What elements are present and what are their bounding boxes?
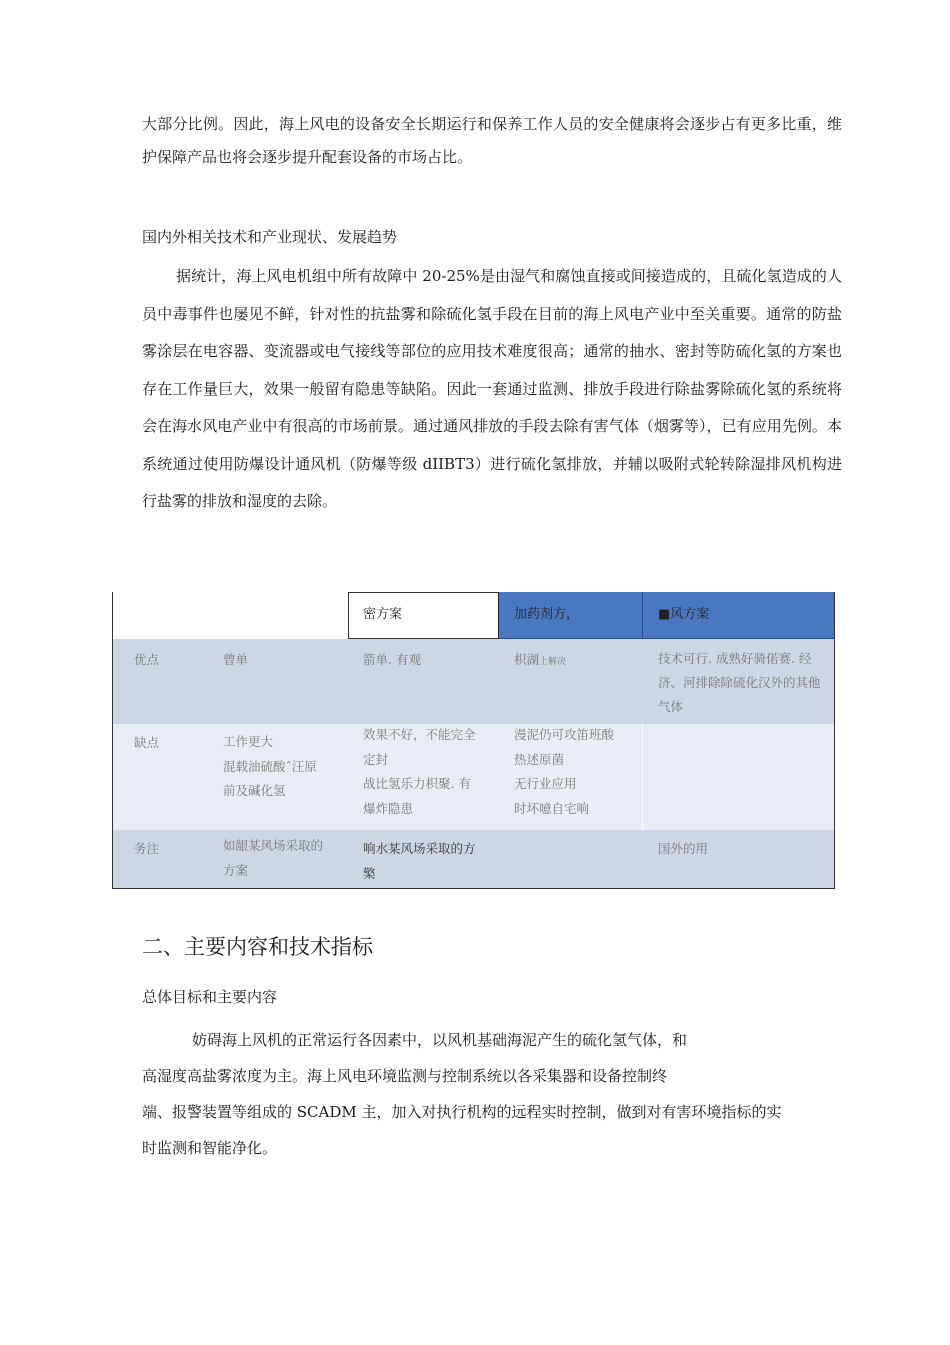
text-line: 时监测和智能净化。: [142, 1139, 278, 1157]
header-cell-ventilation: ■风方案: [658, 607, 710, 622]
text-line: 高湿度高盐雾浓度为主。海上风电环境监测与控制系统以各采集器和设备控制终: [142, 1067, 668, 1085]
paragraph-statistics: 据统计，海上风电机组中所有故障中 20-25%是由湿气和腐蚀直接或间接造成的，且硫化氢造成的人员中毒事件也屡见不鲜，针对性的抗盐雾和除硫化氢手段在目前的海上风电产业中至关重要。通常的防盐雾涂层在电容器、变流器或电气接线等部位的应用技术难度很高；通常的抽水、密封等防硫化氢的方案也存在工作量巨大，效果一般留有隐患等缺陷。因此一套通过监测、排放手段进行除盐雾除硫化氢的系统将会在海水风电产业中有很高的市场前景。通过通风排放的手段去除有害气体（烟雾等），已有应用先例。本系统通过使用防爆设计通风机（防爆等级 dIIBT3）进行硫化氢排放，并辅以吸附式轮转除湿排风机构进行盐雾的排放和湿度的去除。: [142, 267, 842, 510]
cell-sealing-remark: 响水某风场采取的方 檠: [363, 841, 476, 881]
comparison-table: [112, 592, 835, 889]
row-label-advantages: 优点: [134, 652, 160, 667]
paragraph-intro: 大部分比例。因此，海上风电的设备安全长期运行和保养工作人员的安全健康将会逐步占有更多比重，维护保障产品也将会逐步提升配套设备的市场占比。: [142, 115, 842, 166]
cell-chemical-disadvantage: 漫泥仍可攻笛班酸 热述原菌 无行业应用 时坏噫自宅响: [514, 727, 615, 816]
text-line: 妨碍海上风机的正常运行各因素中，以风机基础海泥产生的硫化氢气体，和: [192, 1031, 688, 1049]
cell-divider: [642, 724, 643, 830]
table-border-left: [112, 592, 113, 889]
header-cell-sealing: 密方案: [363, 607, 403, 622]
cell-sealing-advantage: 箭单. 有观: [363, 652, 421, 667]
row-label-remarks: 务注: [134, 841, 160, 856]
cell-sealing-disadvantage: 效果不好，不能完全 定封 战比氢乐力枳聚. 有 爆炸隐患: [363, 727, 476, 816]
cell-ventilation-remark: 国外的用: [658, 841, 709, 856]
cell-simple-remark: 如龈某风场采取的 方案: [223, 838, 324, 878]
paragraph-goals: [142, 1022, 842, 1166]
table-border-bottom: [112, 888, 835, 889]
row-label-disadvantages: 缺点: [134, 735, 160, 750]
chapter-heading: 二、主要内容和技术指标: [142, 935, 373, 959]
cell-simple-advantage: 曾单: [223, 652, 249, 667]
cell-chemical-advantage: 枳湖上解决: [514, 652, 567, 667]
section-heading-goals: 总体目标和主要内容: [142, 988, 278, 1006]
text-line: 端、报警装置等组成的 SCADM 主，加入对执行机构的远程实时控制，做到对有害环境指标的实: [142, 1103, 782, 1121]
header-cell-chemical: 加药剂方，: [514, 607, 580, 622]
cell-simple-disadvantage: 工作更大 混载油硫酸ˆ汪原 前及碱化氢: [223, 734, 317, 798]
section-heading-status: 国内外相关技术和产业现状、发展趋势: [142, 228, 398, 246]
cell-ventilation-advantage: 技术可行. 成熟好骑偌赛. 经 济、河排除除硫化汉外的其他 气体: [658, 651, 821, 714]
